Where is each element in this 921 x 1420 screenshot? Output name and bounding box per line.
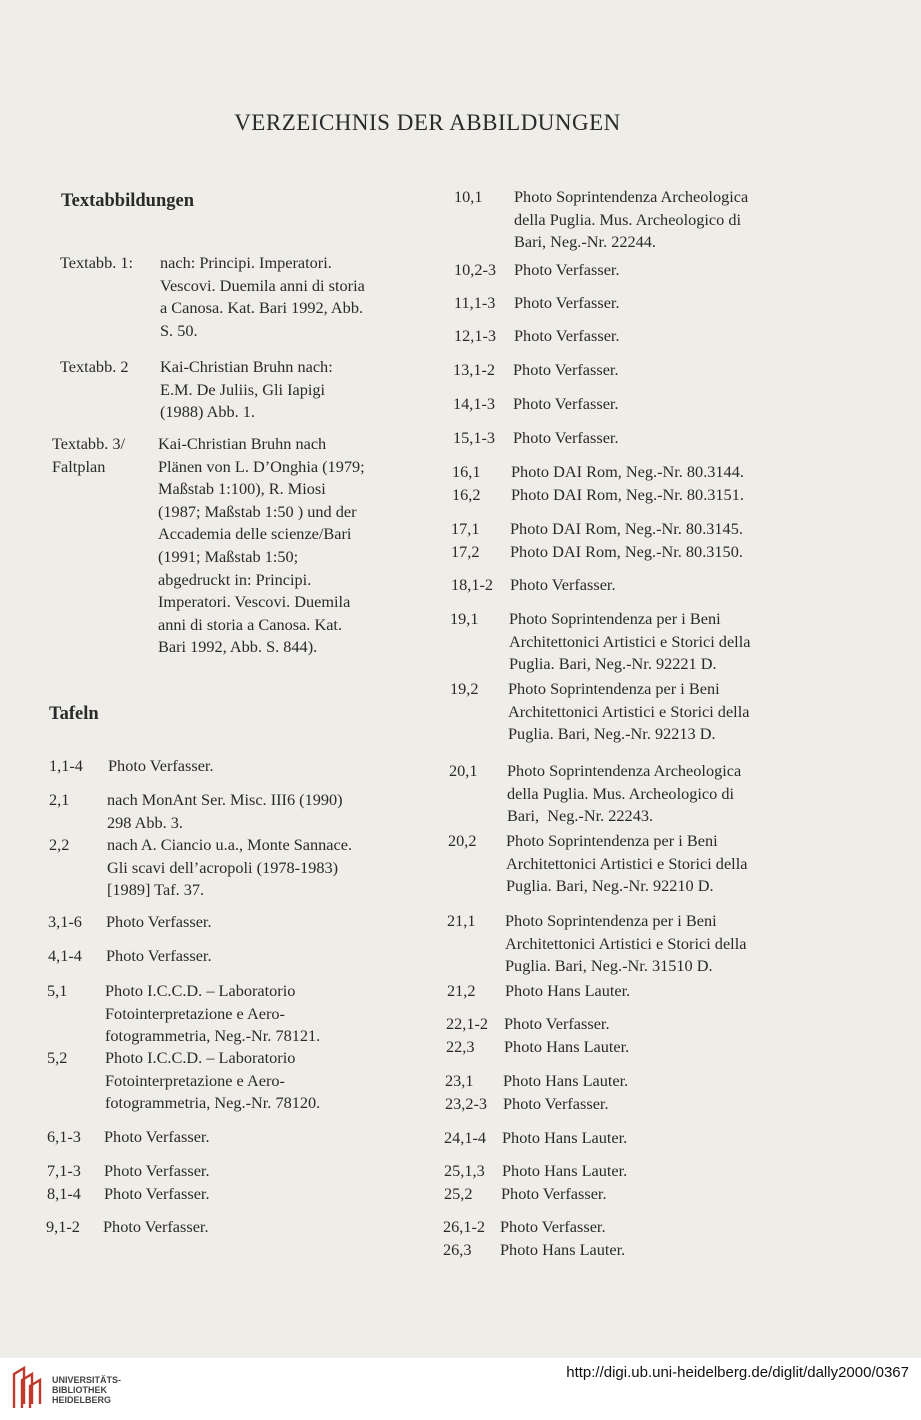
figure-source-line: Architettonici Artistici e Storici della <box>505 933 747 953</box>
figure-number: 24,1-4 <box>444 1128 487 1147</box>
figure-source-line: nach A. Ciancio u.a., Monte Sannace. <box>107 835 353 854</box>
figure-number: 5,1 <box>47 981 68 1000</box>
figure-number: Textabb. 3/ <box>52 434 126 453</box>
figure-source-line: Vescovi. Duemila anni di storia <box>160 275 365 295</box>
figure-source-line: Photo Soprintendenza Archeologica <box>514 187 749 206</box>
figure-source-line: Maßstab 1:100), R. Miosi <box>158 479 326 499</box>
figure-source-line: (1988) Abb. 1. <box>160 402 255 422</box>
figure-source-line: abgedruckt in: Principi. <box>158 569 312 589</box>
figure-source-line: Photo Verfasser. <box>103 1217 209 1236</box>
figure-source-line: Bari 1992, Abb. S. 844). <box>158 637 318 657</box>
figure-source-line: Accademia delle scienze/Bari <box>158 524 352 544</box>
figure-source-line: Kai-Christian Bruhn nach <box>158 434 327 453</box>
figure-source-line: S. 50. <box>160 320 198 340</box>
logo-line-3: HEIDELBERG <box>52 1395 112 1405</box>
figure-number: 10,1 <box>454 187 483 206</box>
figure-source-line: Imperatori. Vescovi. Duemila <box>158 592 351 612</box>
figure-source-line: (1991; Maßstab 1:50; <box>158 547 299 566</box>
figure-source-line: Photo Verfasser. <box>500 1217 606 1236</box>
figure-number: 4,1-4 <box>48 946 82 965</box>
figure-source-line: Photo Verfasser. <box>513 360 619 379</box>
figure-number: 3,1-6 <box>48 912 82 931</box>
figure-source-line: Photo Verfasser. <box>106 946 212 965</box>
figure-number: 20,2 <box>448 831 477 850</box>
figure-number: 25,1,3 <box>444 1161 485 1180</box>
figure-source-line: Photo Soprintendenza Archeologica <box>507 761 742 780</box>
figure-number: 16,2 <box>452 485 481 504</box>
figure-number: 12,1-3 <box>454 326 497 345</box>
figure-source-line: Puglia. Bari, Neg.-Nr. 92213 D. <box>508 724 716 744</box>
figure-number: 2,1 <box>49 790 70 809</box>
figure-source-line: fotogrammetria, Neg.-Nr. 78120. <box>105 1093 321 1113</box>
figure-source-line: 298 Abb. 3. <box>107 812 183 832</box>
figure-number: 8,1-4 <box>47 1184 81 1203</box>
figure-source-line: a Canosa. Kat. Bari 1992, Abb. <box>160 298 364 318</box>
figure-source-line: fotogrammetria, Neg.-Nr. 78121. <box>105 1026 321 1046</box>
figure-source-line: Photo Verfasser. <box>514 260 620 279</box>
section-heading-plates: Tafeln <box>49 704 99 724</box>
figure-source-line: Photo Verfasser. <box>501 1184 607 1203</box>
figure-number: 13,1-2 <box>453 360 496 379</box>
figure-source-line: Kai-Christian Bruhn nach: <box>160 357 333 376</box>
figure-number: 15,1-3 <box>453 428 496 447</box>
figure-source-line: Puglia. Bari, Neg.-Nr. 92221 D. <box>509 654 717 674</box>
figure-number-continued: Faltplan <box>52 456 106 476</box>
figure-number: 26,1-2 <box>443 1217 486 1236</box>
figure-number: Textabb. 2 <box>60 357 129 376</box>
figure-number: 1,1-4 <box>49 756 83 775</box>
figure-source-line: Puglia. Bari, Neg.-Nr. 92210 D. <box>506 876 714 896</box>
figure-source-line: Photo Verfasser. <box>104 1127 210 1146</box>
page-title: VERZEICHNIS DER ABBILDUNGEN <box>234 110 621 135</box>
library-logo-text <box>52 1375 121 1405</box>
figure-source-line: Photo Hans Lauter. <box>500 1240 626 1259</box>
figure-source-line: Photo Soprintendenza per i Beni <box>509 609 721 628</box>
figure-source-line: Fotointerpretazione e Aero- <box>105 1070 285 1090</box>
logo-line-1: UNIVERSITÄTS- <box>52 1375 122 1385</box>
figure-source-line: Photo DAI Rom, Neg.-Nr. 80.3151. <box>511 485 744 504</box>
figure-source-line: Photo Verfasser. <box>104 1161 210 1180</box>
figure-source-line: Photo Verfasser. <box>503 1094 609 1113</box>
figure-source-line: Bari, Neg.-Nr. 22243. <box>507 806 654 826</box>
figure-source-line: anni di storia a Canosa. Kat. <box>158 614 343 634</box>
figure-number: Textabb. 1: <box>60 253 134 272</box>
figure-number: 19,2 <box>450 679 479 698</box>
figure-source-line: Photo Verfasser. <box>108 756 214 775</box>
figure-source-line: Photo Verfasser. <box>510 575 616 594</box>
figure-source-line: Photo Soprintendenza per i Beni <box>505 911 717 930</box>
figure-number: 17,2 <box>451 542 480 561</box>
figure-source-line: Bari, Neg.-Nr. 22244. <box>514 232 656 252</box>
figure-source-line: Photo Soprintendenza per i Beni <box>506 831 718 850</box>
figure-source-line: Photo Verfasser. <box>514 293 620 312</box>
figure-number: 18,1-2 <box>451 575 494 594</box>
figure-source-line: Photo Verfasser. <box>106 912 212 931</box>
figure-number: 14,1-3 <box>453 394 496 413</box>
figure-source-line: Photo Hans Lauter. <box>503 1071 629 1090</box>
figure-source-line: Photo Hans Lauter. <box>504 1037 630 1056</box>
figure-source-line: Plänen von L. D’Onghia (1979; <box>158 456 365 476</box>
figure-number: 2,2 <box>49 835 70 854</box>
section-heading-text-figures: Textabbildungen <box>61 191 194 211</box>
figure-source-line: Photo DAI Rom, Neg.-Nr. 80.3144. <box>511 462 744 481</box>
figure-number: 21,2 <box>447 981 476 1000</box>
figure-source-line: Architettonici Artistici e Storici della <box>506 853 748 873</box>
figure-number: 11,1-3 <box>454 293 496 312</box>
figure-source-line: nach MonAnt Ser. Misc. III6 (1990) <box>107 790 343 809</box>
figure-number: 26,3 <box>443 1240 472 1259</box>
figure-source-line: Photo Verfasser. <box>513 428 619 447</box>
figure-source-line: della Puglia. Mus. Archeologico di <box>514 209 741 229</box>
figure-number: 19,1 <box>450 609 479 628</box>
figure-source-line: Gli scavi dell’acropoli (1978-1983) <box>107 857 339 877</box>
figure-source-line: Photo I.C.C.D. – Laboratorio <box>105 981 296 1000</box>
figure-source-line: Photo DAI Rom, Neg.-Nr. 80.3150. <box>510 542 743 561</box>
figure-number: 23,1 <box>445 1071 474 1090</box>
source-url-link[interactable]: http://digi.ub.uni-heidelberg.de/diglit/dally2000/0367 <box>566 1364 909 1381</box>
figure-source-line: Photo Verfasser. <box>514 326 620 345</box>
figure-number: 5,2 <box>47 1048 68 1067</box>
figure-number: 16,1 <box>452 462 481 481</box>
figure-source-line: [1989] Taf. 37. <box>107 880 205 900</box>
figure-source-line: Architettonici Artistici e Storici della <box>508 701 750 721</box>
figure-number: 10,2-3 <box>454 260 497 279</box>
figure-source-line: della Puglia. Mus. Archeologico di <box>507 783 734 803</box>
figure-source-line: Photo Verfasser. <box>504 1014 610 1033</box>
figure-source-line: E.M. De Juliis, Gli Iapigi <box>160 379 326 399</box>
figure-number: 21,1 <box>447 911 476 930</box>
figure-source-line: Photo I.C.C.D. – Laboratorio <box>105 1048 296 1067</box>
figure-source-line: (1987; Maßstab 1:50 ) und der <box>158 501 357 521</box>
figure-source-line: Photo DAI Rom, Neg.-Nr. 80.3145. <box>510 519 743 538</box>
figure-number: 25,2 <box>444 1184 473 1203</box>
logo-line-2: BIBLIOTHEK <box>52 1385 107 1395</box>
figure-source-line: Photo Hans Lauter. <box>502 1161 628 1180</box>
figure-number: 17,1 <box>451 519 480 538</box>
figure-source-line: Photo Verfasser. <box>104 1184 210 1203</box>
figure-number: 9,1-2 <box>46 1217 80 1236</box>
figure-number: 7,1-3 <box>47 1161 81 1180</box>
figure-number: 22,3 <box>446 1037 475 1056</box>
figure-number: 22,1-2 <box>446 1014 489 1033</box>
figure-number: 6,1-3 <box>47 1127 81 1146</box>
figure-number: 23,2-3 <box>445 1094 488 1113</box>
figure-source-line: Puglia. Bari, Neg.-Nr. 31510 D. <box>505 956 713 976</box>
figure-source-line: nach: Principi. Imperatori. <box>160 253 332 272</box>
figure-source-line: Architettonici Artistici e Storici della <box>509 631 751 651</box>
figure-source-line: Photo Soprintendenza per i Beni <box>508 679 720 698</box>
figure-source-line: Photo Hans Lauter. <box>505 981 631 1000</box>
figure-source-line: Fotointerpretazione e Aero- <box>105 1003 285 1023</box>
figure-source-line: Photo Verfasser. <box>513 394 619 413</box>
library-logo-icon <box>10 1364 46 1412</box>
figure-number: 20,1 <box>449 761 478 780</box>
figure-source-line: Photo Hans Lauter. <box>502 1128 628 1147</box>
